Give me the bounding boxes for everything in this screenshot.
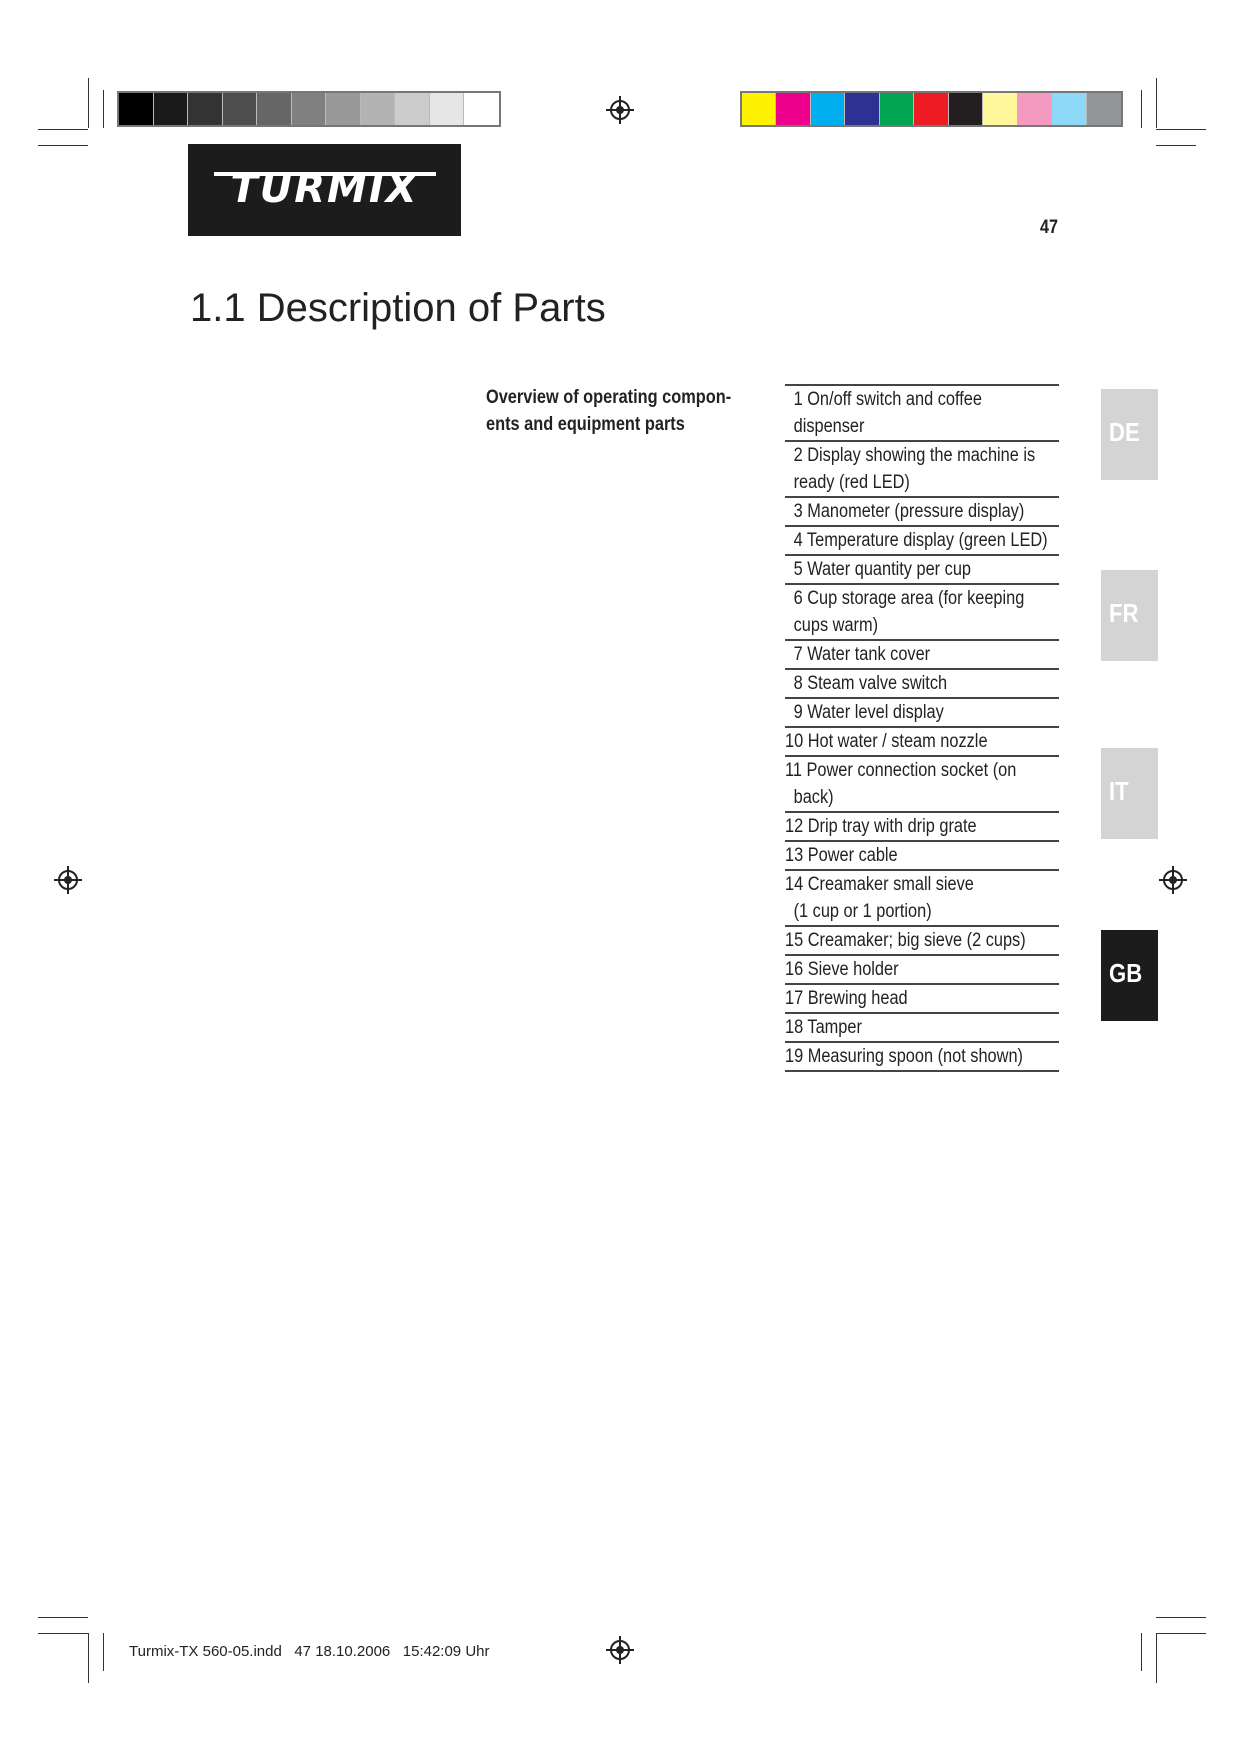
color-swatch	[464, 93, 499, 125]
registration-mark-icon	[54, 866, 82, 894]
part-item	[785, 585, 1059, 641]
part-item-line: cups warm)	[793, 615, 879, 636]
overview-label-line: Overview of operating compon-	[486, 387, 732, 408]
language-tab-it	[1101, 748, 1158, 839]
part-item	[785, 871, 1059, 927]
part-item-line: back)	[793, 787, 834, 808]
crop-mark	[103, 90, 104, 128]
crop-mark	[38, 1633, 88, 1634]
crop-mark	[88, 1633, 89, 1683]
crop-mark	[1156, 1617, 1206, 1618]
crop-mark	[1156, 1633, 1206, 1634]
part-item-line: 15 Creamaker; big sieve (2 cups)	[785, 930, 1026, 951]
color-swatch	[811, 93, 845, 125]
part-item	[785, 842, 1059, 871]
color-swatch	[154, 93, 189, 125]
part-item	[785, 757, 1059, 813]
crop-mark	[1156, 129, 1206, 130]
part-item-line: 7 Water tank cover	[793, 644, 931, 665]
color-swatch	[914, 93, 948, 125]
language-tab-label: GB	[1109, 958, 1143, 988]
color-swatch	[326, 93, 361, 125]
language-tab-gb	[1101, 930, 1158, 1021]
part-item	[785, 386, 1059, 442]
color-swatch	[1052, 93, 1086, 125]
part-item	[785, 1043, 1059, 1072]
footer-slug: Turmix-TX 560-05.indd 47 18.10.2006 15:42:09 Uhr	[129, 1643, 490, 1660]
part-item	[785, 927, 1059, 956]
color-swatch	[119, 93, 154, 125]
part-item	[785, 670, 1059, 699]
color-swatch	[292, 93, 327, 125]
part-item	[785, 699, 1059, 728]
registration-mark-icon	[606, 1636, 634, 1664]
crop-mark	[1156, 145, 1196, 146]
part-item	[785, 985, 1059, 1014]
color-swatch	[257, 93, 292, 125]
part-item-line: 10 Hot water / steam nozzle	[785, 731, 988, 752]
crop-mark	[1156, 78, 1157, 128]
part-item	[785, 527, 1059, 556]
part-item-line: 19 Measuring spoon (not shown)	[785, 1046, 1023, 1067]
part-item	[785, 556, 1059, 585]
part-item-line: 6 Cup storage area (for keeping	[793, 588, 1025, 609]
color-swatch	[742, 93, 776, 125]
part-item-line: 1 On/off switch and coffee	[793, 389, 982, 410]
color-swatch	[983, 93, 1017, 125]
language-tab-fr	[1101, 570, 1158, 661]
process-color-bar	[740, 91, 1123, 127]
color-swatch	[395, 93, 430, 125]
overview-label	[486, 384, 744, 438]
part-item	[785, 641, 1059, 670]
part-item	[785, 1014, 1059, 1043]
registration-mark-icon	[606, 96, 634, 124]
color-swatch	[361, 93, 396, 125]
part-item-line: 13 Power cable	[785, 845, 898, 866]
part-item-line: 18 Tamper	[785, 1017, 862, 1038]
color-swatch	[845, 93, 879, 125]
part-item-line: ready (red LED)	[793, 472, 910, 493]
language-tab-label: DE	[1109, 417, 1140, 447]
color-swatch	[430, 93, 465, 125]
part-item-line: dispenser	[793, 416, 865, 437]
color-swatch	[949, 93, 983, 125]
page-number: 47	[1040, 217, 1058, 238]
crop-mark	[38, 145, 88, 146]
language-tab-label: FR	[1109, 598, 1139, 628]
registration-mark-icon	[1159, 866, 1187, 894]
crop-mark	[1141, 1633, 1142, 1671]
part-item-line: 8 Steam valve switch	[793, 673, 948, 694]
grayscale-color-bar	[117, 91, 501, 127]
part-item-line: 17 Brewing head	[785, 988, 908, 1009]
parts-list	[785, 384, 1059, 1072]
part-item-line: 16 Sieve holder	[785, 959, 899, 980]
overview-label-line: ents and equipment parts	[486, 414, 685, 435]
crop-mark	[103, 1633, 104, 1671]
part-item-line: 12 Drip tray with drip grate	[785, 816, 977, 837]
color-swatch	[223, 93, 258, 125]
crop-mark	[88, 78, 89, 128]
part-item	[785, 956, 1059, 985]
part-item-line: 4 Temperature display (green LED)	[793, 530, 1048, 551]
language-tab-de	[1101, 389, 1158, 480]
color-swatch	[776, 93, 810, 125]
color-swatch	[880, 93, 914, 125]
part-item-line: 3 Manometer (pressure display)	[793, 501, 1025, 522]
color-swatch	[1087, 93, 1121, 125]
section-title: 1.1 Description of Parts	[190, 286, 606, 330]
color-swatch	[1018, 93, 1052, 125]
part-item-line: 14 Creamaker small sieve	[785, 874, 974, 895]
part-item	[785, 728, 1059, 757]
color-swatch	[188, 93, 223, 125]
language-tab-label: IT	[1109, 776, 1129, 806]
part-item-line: (1 cup or 1 portion)	[793, 901, 932, 922]
turmix-logo	[188, 144, 461, 236]
crop-mark	[1156, 1633, 1157, 1683]
part-item-line: 9 Water level display	[793, 702, 944, 723]
logo-text: TURMIX	[230, 166, 419, 212]
part-item	[785, 813, 1059, 842]
crop-mark	[1141, 90, 1142, 128]
crop-mark	[38, 1617, 88, 1618]
part-item-line: 11 Power connection socket (on	[785, 760, 1017, 781]
part-item-line: 2 Display showing the machine is	[793, 445, 1036, 466]
crop-mark	[38, 129, 88, 130]
part-item-line: 5 Water quantity per cup	[793, 559, 972, 580]
part-item	[785, 498, 1059, 527]
part-item	[785, 442, 1059, 498]
